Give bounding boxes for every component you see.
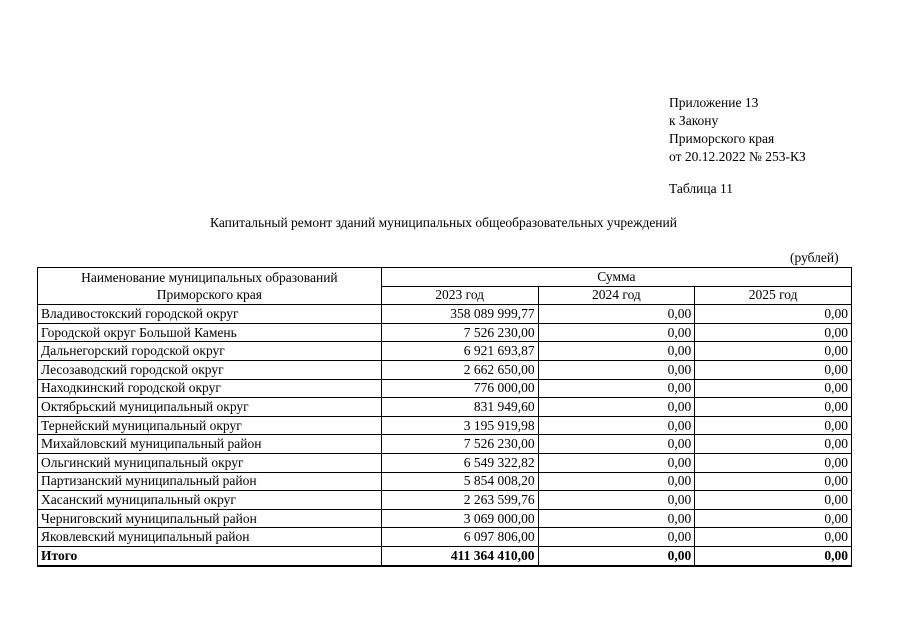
row-value-2023: 358 089 999,77 — [381, 305, 538, 324]
appendix-line-2: к Закону — [669, 113, 719, 128]
row-name: Находкинский городской округ — [38, 379, 382, 398]
table-header-row-1 — [38, 268, 852, 287]
column-header-name — [38, 268, 382, 305]
row-value-2025: 0,00 — [695, 323, 852, 342]
column-header-2024: 2024 год — [538, 286, 695, 305]
row-value-2024: 0,00 — [538, 416, 695, 435]
row-value-2024: 0,00 — [538, 528, 695, 547]
row-value-2024: 0,00 — [538, 360, 695, 379]
row-value-2024: 0,00 — [538, 472, 695, 491]
row-value-2024: 0,00 — [538, 509, 695, 528]
table-row — [38, 491, 852, 510]
table-row — [38, 323, 852, 342]
table-row — [38, 379, 852, 398]
row-value-2023: 6 549 322,82 — [381, 453, 538, 472]
table-row — [38, 528, 852, 547]
row-value-2023: 2 662 650,00 — [381, 360, 538, 379]
row-value-2025: 0,00 — [695, 472, 852, 491]
table-row — [38, 342, 852, 361]
document-title-text: Капитальный ремонт зданий муниципальных общеобразовательных учреждений — [210, 215, 677, 230]
row-value-2023: 6 921 693,87 — [381, 342, 538, 361]
row-value-2025: 0,00 — [695, 305, 852, 324]
table-row — [38, 305, 852, 324]
row-value-2024: 0,00 — [538, 453, 695, 472]
row-value-2024: 0,00 — [538, 379, 695, 398]
row-name: Лесозаводский городской округ — [38, 360, 382, 379]
table-number: Таблица 11 — [669, 181, 733, 196]
appendix-line-3: Приморского края — [669, 131, 775, 146]
row-value-2024: 0,00 — [538, 342, 695, 361]
table-total-row — [38, 546, 852, 565]
row-value-2025: 0,00 — [695, 342, 852, 361]
row-name: Яковлевский муниципальный район — [38, 528, 382, 547]
budget-table — [37, 267, 852, 567]
column-header-name-line-1: Наименование муниципальных образований — [81, 270, 338, 286]
row-value-2025: 0,00 — [695, 509, 852, 528]
row-value-2024: 0,00 — [538, 398, 695, 417]
row-value-2023: 776 000,00 — [381, 379, 538, 398]
row-value-2024: 0,00 — [538, 305, 695, 324]
table-row — [38, 453, 852, 472]
table-row — [38, 360, 852, 379]
appendix-line-1: Приложение 13 — [669, 95, 759, 110]
document-title — [0, 215, 905, 231]
total-2023: 411 364 410,00 — [381, 546, 538, 565]
column-header-sum: Сумма — [381, 268, 851, 287]
row-name: Дальнегорский городской округ — [38, 342, 382, 361]
row-value-2023: 2 263 599,76 — [381, 491, 538, 510]
row-value-2023: 5 854 008,20 — [381, 472, 538, 491]
row-value-2025: 0,00 — [695, 491, 852, 510]
row-value-2025: 0,00 — [695, 398, 852, 417]
appendix-header — [669, 94, 806, 166]
row-name: Хасанский муниципальный округ — [38, 491, 382, 510]
row-value-2023: 831 949,60 — [381, 398, 538, 417]
total-label: Итого — [38, 546, 382, 565]
row-name: Партизанский муниципальный район — [38, 472, 382, 491]
table-row — [38, 398, 852, 417]
row-name: Ольгинский муниципальный округ — [38, 453, 382, 472]
table-body — [38, 305, 852, 547]
row-name: Черниговский муниципальный район — [38, 509, 382, 528]
row-value-2024: 0,00 — [538, 491, 695, 510]
column-header-2023: 2023 год — [381, 286, 538, 305]
row-value-2023: 7 526 230,00 — [381, 435, 538, 454]
total-2025: 0,00 — [695, 546, 852, 565]
row-value-2025: 0,00 — [695, 435, 852, 454]
column-header-2025: 2025 год — [695, 286, 852, 305]
row-name: Октябрьский муниципальный округ — [38, 398, 382, 417]
row-name: Михайловский муниципальный район — [38, 435, 382, 454]
row-value-2023: 3 069 000,00 — [381, 509, 538, 528]
appendix-line-4: от 20.12.2022 № 253-КЗ — [669, 149, 806, 164]
row-value-2025: 0,00 — [695, 528, 852, 547]
row-value-2025: 0,00 — [695, 379, 852, 398]
row-value-2023: 7 526 230,00 — [381, 323, 538, 342]
table-row — [38, 416, 852, 435]
row-name: Тернейский муниципальный округ — [38, 416, 382, 435]
row-value-2024: 0,00 — [538, 435, 695, 454]
row-name: Городской округ Большой Камень — [38, 323, 382, 342]
row-value-2025: 0,00 — [695, 453, 852, 472]
table-row — [38, 509, 852, 528]
row-value-2025: 0,00 — [695, 416, 852, 435]
row-value-2024: 0,00 — [538, 323, 695, 342]
table-row — [38, 435, 852, 454]
row-value-2025: 0,00 — [695, 360, 852, 379]
column-header-name-line-2: Приморского края — [156, 287, 262, 303]
total-2024: 0,00 — [538, 546, 695, 565]
row-value-2023: 3 195 919,98 — [381, 416, 538, 435]
units-label: (рублей) — [790, 250, 839, 265]
row-name: Владивостокский городской округ — [38, 305, 382, 324]
table-row — [38, 472, 852, 491]
row-value-2023: 6 097 806,00 — [381, 528, 538, 547]
